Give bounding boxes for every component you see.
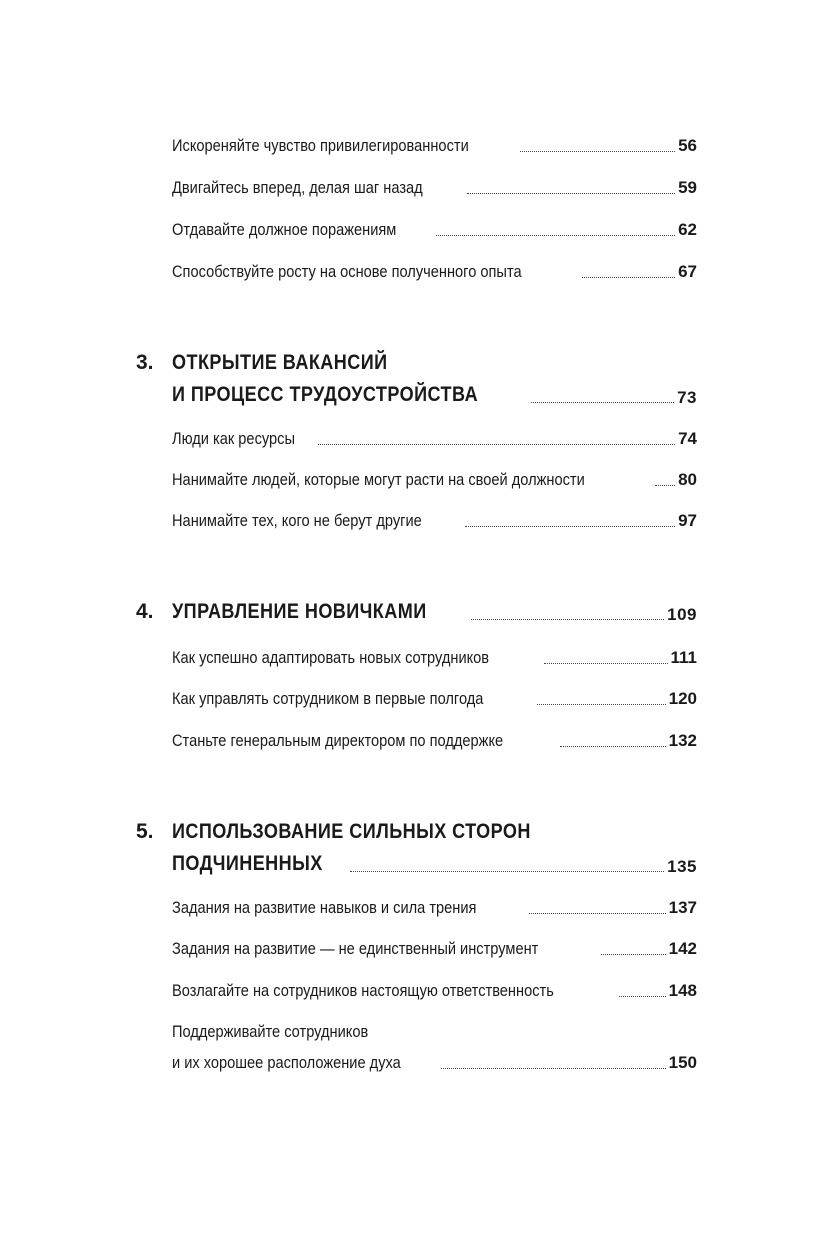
toc-entry-title: Отдавайте должное поражениям (172, 220, 397, 239)
chapter-title: ОТКРЫТИЕ ВАКАНСИЙ (172, 351, 388, 374)
chapter-number: 3. (136, 351, 154, 374)
dot-leader (601, 954, 666, 955)
chapter-title-line (172, 348, 697, 378)
toc-entry[interactable] (172, 648, 697, 668)
toc-entry[interactable] (172, 178, 697, 198)
toc-entry-title: Двигайтесь вперед, делая шаг назад (172, 178, 423, 197)
chapter-title: УПРАВЛЕНИЕ НОВИЧКАМИ (172, 600, 427, 623)
dot-leader (465, 526, 675, 527)
chapter-page: 109 (667, 605, 697, 624)
toc-entry-title: Задания на развитие — не единственный инструмент (172, 939, 539, 958)
toc-entry-page: 142 (668, 939, 697, 958)
toc-entry-title: Задания на развитие навыков и сила трения (172, 898, 477, 917)
dot-leader (655, 485, 675, 486)
toc-entry-title: Возлагайте на сотрудников настоящую ответственность (172, 981, 554, 1000)
chapter-heading[interactable] (136, 597, 697, 629)
dot-leader (582, 277, 676, 278)
toc-entry[interactable] (172, 470, 697, 490)
dot-leader (318, 444, 675, 445)
chapter-title-line (172, 817, 697, 847)
toc-entry-page: 74 (678, 429, 697, 448)
chapter-title-line (172, 849, 697, 879)
toc-entry-title: Как успешно адаптировать новых сотрудников (172, 648, 490, 667)
toc-entry-page: 148 (668, 981, 697, 1000)
chapter-title: ПОДЧИНЕННЫХ (172, 852, 323, 875)
toc-entry[interactable] (172, 511, 697, 531)
toc-entry-page: 132 (668, 731, 697, 750)
toc-entry-title: Люди как ресурсы (172, 429, 295, 448)
toc-entry-title: и их хорошее расположение духа (172, 1053, 401, 1072)
dot-leader (441, 1068, 666, 1069)
dot-leader (467, 193, 676, 194)
toc-entry[interactable] (172, 689, 697, 709)
toc-entry[interactable] (172, 429, 697, 449)
dot-leader (619, 996, 666, 997)
toc-entry[interactable] (172, 981, 697, 1001)
dot-leader (560, 746, 666, 747)
toc-entry[interactable] (172, 262, 697, 282)
dot-leader (350, 871, 664, 872)
toc-entry-title: Способствуйте росту на основе полученного опыта (172, 262, 522, 281)
dot-leader (544, 663, 668, 664)
chapter-title: И ПРОЦЕСС ТРУДОУСТРОЙСТВА (172, 383, 479, 406)
chapter-title-line (172, 380, 697, 410)
dot-leader (537, 704, 666, 705)
chapter-title: ИСПОЛЬЗОВАНИЕ СИЛЬНЫХ СТОРОН (172, 820, 531, 843)
chapter-heading[interactable] (136, 348, 697, 412)
toc-entry-page: 150 (668, 1053, 697, 1072)
toc-entry[interactable] (172, 731, 697, 751)
toc-entry-page: 137 (668, 898, 697, 917)
toc-entry-title-line[interactable]: Поддерживайте сотрудников (172, 1022, 369, 1041)
toc-entry-title: Нанимайте людей, которые могут расти на своей должности (172, 470, 585, 489)
toc-entry-page: 111 (670, 648, 697, 667)
toc-entry[interactable] (172, 939, 697, 959)
dot-leader (531, 402, 674, 403)
toc-entry-title: Как управлять сотрудником в первые полгода (172, 689, 484, 708)
toc-entry-page: 80 (678, 470, 697, 489)
toc-entry-title: Нанимайте тех, кого не берут другие (172, 511, 422, 530)
chapter-page: 73 (677, 388, 697, 407)
chapter-heading[interactable] (136, 817, 697, 881)
toc-entry-page: 59 (678, 178, 697, 197)
chapter-page: 135 (667, 857, 697, 876)
chapter-number: 5. (136, 820, 154, 843)
toc-entry[interactable] (172, 898, 697, 918)
dot-leader (436, 235, 675, 236)
dot-leader (529, 913, 666, 914)
toc-entry[interactable] (172, 136, 697, 156)
toc-entry[interactable] (172, 1053, 697, 1073)
toc-entry-page: 56 (678, 136, 697, 155)
toc-entry-title: Искореняйте чувство привилегированности (172, 136, 469, 155)
toc-entry-page: 120 (668, 689, 697, 708)
toc-entry-page: 62 (678, 220, 697, 239)
chapter-title-line (172, 597, 697, 627)
toc-entry[interactable] (172, 220, 697, 240)
dot-leader (520, 151, 675, 152)
chapter-number: 4. (136, 600, 154, 623)
dot-leader (471, 619, 664, 620)
toc-entry-page: 97 (678, 511, 697, 530)
toc-entry-title: Станьте генеральным директором по поддержке (172, 731, 504, 750)
toc-entry-page: 67 (678, 262, 697, 281)
